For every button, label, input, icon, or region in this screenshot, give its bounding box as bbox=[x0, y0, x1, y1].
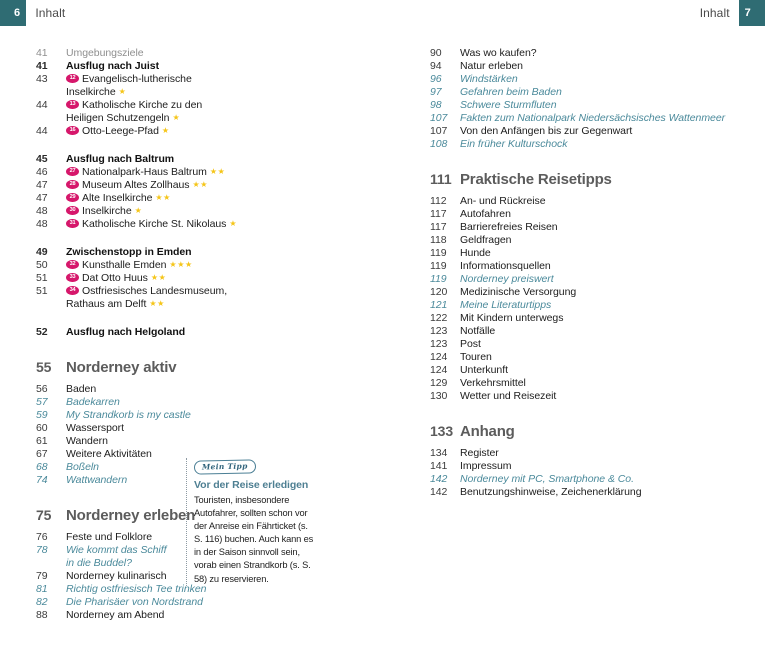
rating-stars: ★ bbox=[118, 86, 127, 96]
toc-entry-title: Norderney kulinarisch bbox=[66, 570, 167, 582]
toc-entry-title: Unterkunft bbox=[460, 364, 508, 376]
toc-spacer bbox=[36, 139, 336, 154]
toc-entry[interactable] bbox=[36, 180, 336, 191]
toc-entry-title: Norderney mit PC, Smartphone & Co. bbox=[460, 473, 634, 485]
toc-page-number: 119 bbox=[430, 247, 447, 259]
toc-page-number: 124 bbox=[430, 364, 448, 376]
poi-number-badge: 12 bbox=[66, 74, 79, 84]
toc-entry[interactable] bbox=[36, 610, 336, 621]
rating-stars: ★★ bbox=[155, 192, 171, 202]
toc-page-number: 49 bbox=[36, 246, 48, 258]
running-head-left bbox=[0, 0, 74, 26]
toc-entry[interactable] bbox=[36, 247, 336, 258]
toc-entry[interactable] bbox=[430, 287, 750, 298]
toc-page-number: 41 bbox=[36, 60, 48, 72]
toc-entry-title: Baden bbox=[66, 383, 97, 395]
rating-stars: ★ bbox=[134, 205, 143, 215]
toc-page-number: 68 bbox=[36, 461, 48, 473]
toc-entry-title: Heiligen Schutzengeln ★ bbox=[66, 112, 181, 124]
toc-page-number: 48 bbox=[36, 218, 48, 230]
toc-entry[interactable] bbox=[430, 139, 750, 150]
toc-entry-title: Hunde bbox=[460, 247, 491, 259]
toc-entry-title: Meine Literaturtipps bbox=[460, 299, 552, 311]
toc-entry-title: Norderney preiswert bbox=[460, 273, 554, 285]
toc-entry-title: Die Pharisäer von Nordstrand bbox=[66, 596, 203, 608]
toc-entry[interactable] bbox=[430, 48, 750, 59]
toc-entry[interactable] bbox=[36, 61, 336, 72]
toc-page-number: 88 bbox=[36, 609, 48, 621]
toc-entry-title: Anhang bbox=[460, 423, 515, 440]
toc-entry-title: Windstärken bbox=[460, 73, 518, 85]
toc-entry-title: Umgebungsziele bbox=[66, 47, 144, 59]
toc-entry-title: An- und Rückreise bbox=[460, 195, 546, 207]
toc-page-number: 142 bbox=[430, 473, 448, 485]
toc-entry-title: Wie kommt das Schiff bbox=[66, 544, 167, 556]
toc-entry[interactable] bbox=[36, 260, 336, 271]
toc-entry-title: Medizinische Versorgung bbox=[460, 286, 577, 298]
poi-number-badge: 32 bbox=[66, 260, 79, 270]
toc-page-number: 46 bbox=[36, 166, 48, 178]
toc-page-number: 119 bbox=[430, 273, 447, 285]
toc-page-number: 142 bbox=[430, 486, 448, 498]
toc-page-number: 123 bbox=[430, 325, 448, 337]
toc-entry[interactable] bbox=[430, 196, 750, 207]
toc-page-number: 41 bbox=[36, 47, 48, 59]
toc-entry[interactable] bbox=[430, 61, 750, 72]
toc-entry-title: Notfälle bbox=[460, 325, 496, 337]
toc-entry-title: 12 Evangelisch-lutherische bbox=[66, 74, 192, 85]
toc-entry[interactable] bbox=[430, 339, 750, 350]
toc-entry[interactable] bbox=[430, 391, 750, 402]
toc-column-right bbox=[430, 48, 750, 500]
toc-entry-title: Wattwandern bbox=[66, 474, 128, 486]
toc-entry[interactable] bbox=[430, 487, 750, 498]
toc-entry-title: Wassersport bbox=[66, 422, 124, 434]
toc-entry[interactable] bbox=[36, 219, 336, 230]
toc-entry-title: 27 Nationalpark-Haus Baltrum ★★ bbox=[66, 167, 225, 178]
poi-number-badge: 30 bbox=[66, 206, 79, 216]
toc-page-number: 130 bbox=[430, 390, 448, 402]
toc-entry[interactable] bbox=[36, 100, 336, 111]
toc-entry[interactable] bbox=[430, 113, 750, 124]
toc-entry[interactable] bbox=[430, 100, 750, 111]
toc-entry[interactable] bbox=[430, 274, 750, 285]
rating-stars: ★★ bbox=[209, 166, 226, 176]
toc-page-number: 51 bbox=[36, 272, 48, 284]
rating-stars: ★★ bbox=[150, 272, 167, 282]
toc-section-heading[interactable] bbox=[430, 172, 750, 187]
mein-tipp-box bbox=[194, 456, 316, 586]
toc-section-heading[interactable] bbox=[430, 424, 750, 439]
toc-entry[interactable] bbox=[36, 299, 336, 310]
toc-entry-title: Was wo kaufen? bbox=[460, 47, 537, 59]
toc-entry-title: Post bbox=[460, 338, 481, 350]
toc-page-number: 94 bbox=[430, 60, 442, 72]
toc-page-number: 120 bbox=[430, 286, 448, 298]
toc-entry[interactable] bbox=[430, 261, 750, 272]
toc-entry-title: 31 Katholische Kirche St. Nikolaus ★ bbox=[66, 219, 237, 230]
toc-entry-title: Informationsquellen bbox=[460, 260, 551, 272]
toc-entry-title: 34 Ostfriesisches Landesmuseum, bbox=[66, 286, 227, 297]
toc-entry-title: in die Buddel? bbox=[66, 557, 132, 569]
toc-spacer bbox=[36, 340, 336, 360]
toc-entry[interactable] bbox=[36, 273, 336, 284]
toc-page-number: 119 bbox=[430, 260, 447, 272]
running-head-right bbox=[691, 0, 765, 26]
toc-spacer bbox=[36, 312, 336, 327]
toc-entry[interactable] bbox=[36, 597, 336, 608]
toc-page-number: 79 bbox=[36, 570, 48, 582]
toc-entry-title: Gefahren beim Baden bbox=[460, 86, 562, 98]
toc-entry[interactable] bbox=[430, 248, 750, 259]
toc-page-number: 97 bbox=[430, 86, 442, 98]
toc-entry[interactable] bbox=[36, 384, 336, 395]
toc-entry-title: Norderney am Abend bbox=[66, 609, 165, 621]
toc-page-number: 129 bbox=[430, 377, 448, 389]
toc-entry[interactable] bbox=[430, 235, 750, 246]
toc-entry[interactable] bbox=[430, 378, 750, 389]
toc-entry-title: Geldfragen bbox=[460, 234, 512, 246]
toc-spacer bbox=[36, 232, 336, 247]
toc-page-number: 74 bbox=[36, 474, 48, 486]
toc-page-number: 60 bbox=[36, 422, 48, 434]
toc-spacer bbox=[430, 152, 750, 172]
toc-entry-title: Wandern bbox=[66, 435, 108, 447]
toc-page-number: 124 bbox=[430, 351, 448, 363]
toc-entry-title: Wetter und Reisezeit bbox=[460, 390, 557, 402]
toc-page-number: 44 bbox=[36, 99, 48, 111]
toc-page-number: 108 bbox=[430, 138, 448, 150]
toc-entry[interactable] bbox=[36, 410, 336, 421]
toc-page-number: 141 bbox=[430, 460, 448, 472]
toc-entry-title: Boßeln bbox=[66, 461, 99, 473]
toc-entry[interactable] bbox=[36, 397, 336, 408]
poi-number-badge: 33 bbox=[66, 273, 79, 283]
toc-entry[interactable] bbox=[36, 286, 336, 297]
toc-page-number: 117 bbox=[430, 221, 447, 233]
toc-page-number: 52 bbox=[36, 326, 48, 338]
toc-page-number: 98 bbox=[430, 99, 442, 111]
poi-number-badge: 13 bbox=[66, 100, 79, 110]
toc-entry[interactable] bbox=[430, 461, 750, 472]
toc-entry-title: Zwischenstopp in Emden bbox=[66, 246, 192, 258]
rating-stars: ★★★ bbox=[169, 259, 193, 269]
toc-entry-title: Autofahren bbox=[460, 208, 511, 220]
toc-page-number: 57 bbox=[36, 396, 48, 408]
toc-page-number: 51 bbox=[36, 285, 48, 297]
toc-page-number: 45 bbox=[36, 153, 48, 165]
toc-page-number: 55 bbox=[36, 359, 52, 375]
toc-entry[interactable] bbox=[430, 474, 750, 485]
toc-entry[interactable] bbox=[36, 87, 336, 98]
toc-entry-title: 16 Otto-Leege-Pfad ★ bbox=[66, 126, 170, 137]
poi-number-badge: 16 bbox=[66, 126, 79, 136]
toc-entry-title: My Strandkorb is my castle bbox=[66, 409, 191, 421]
rating-stars: ★ bbox=[172, 112, 181, 122]
toc-page-number: 134 bbox=[430, 447, 448, 459]
toc-entry[interactable] bbox=[36, 74, 336, 85]
toc-entry[interactable] bbox=[36, 167, 336, 178]
folio-left: 6 bbox=[0, 0, 26, 26]
toc-entry-title: Touren bbox=[460, 351, 492, 363]
toc-page-number: 122 bbox=[430, 312, 448, 324]
toc-page-number: 50 bbox=[36, 259, 48, 271]
toc-page-number: 56 bbox=[36, 383, 48, 395]
toc-entry-title: Ein früher Kulturschock bbox=[460, 138, 568, 150]
toc-page-number: 123 bbox=[430, 338, 448, 350]
toc-spacer bbox=[430, 404, 750, 424]
toc-page-number: 118 bbox=[430, 234, 447, 246]
toc-entry[interactable] bbox=[36, 113, 336, 124]
toc-entry-title: 28 Museum Altes Zollhaus ★★ bbox=[66, 180, 208, 191]
toc-entry-title: Mit Kindern unterwegs bbox=[460, 312, 564, 324]
poi-number-badge: 29 bbox=[66, 193, 79, 203]
toc-page-number: 121 bbox=[430, 299, 448, 311]
toc-page-number: 59 bbox=[36, 409, 48, 421]
toc-entry-title: Verkehrsmittel bbox=[460, 377, 526, 389]
toc-entry[interactable] bbox=[36, 423, 336, 434]
toc-entry-title: Praktische Reisetipps bbox=[460, 171, 612, 188]
toc-entry[interactable] bbox=[36, 327, 336, 338]
rating-stars: ★★ bbox=[192, 179, 209, 189]
toc-entry[interactable] bbox=[430, 448, 750, 459]
toc-entry[interactable] bbox=[36, 48, 336, 59]
toc-page-number: 47 bbox=[36, 192, 48, 204]
toc-page-number: 43 bbox=[36, 73, 48, 85]
toc-entry-title: Natur erleben bbox=[460, 60, 523, 72]
toc-entry[interactable] bbox=[430, 126, 750, 137]
toc-entry-title: Ausflug nach Juist bbox=[66, 60, 160, 72]
toc-page-number: 107 bbox=[430, 112, 448, 124]
toc-entry-title: Barrierefreies Reisen bbox=[460, 221, 558, 233]
toc-page-number: 81 bbox=[36, 583, 48, 595]
toc-entry[interactable] bbox=[36, 206, 336, 217]
toc-page-number: 67 bbox=[36, 448, 48, 460]
toc-entry[interactable] bbox=[430, 313, 750, 324]
toc-entry[interactable] bbox=[430, 326, 750, 337]
toc-entry-title: Rathaus am Delft ★★ bbox=[66, 298, 165, 310]
toc-page-number: 96 bbox=[430, 73, 442, 85]
toc-entry-title: Schwere Sturmfluten bbox=[460, 99, 557, 111]
toc-entry-title: Richtig ostfriesisch Tee trinken bbox=[66, 583, 207, 595]
toc-page-number: 82 bbox=[36, 596, 48, 608]
toc-entry-title: Ausflug nach Baltrum bbox=[66, 153, 175, 165]
mein-tipp-body: Touristen, insbesondere Autofahrer, sollten schon vor der Anreise ein Fährticket (s. S. 116) buchen. Auch kann es in der Saison sinnvoll sein, vorab einen Strandkorb (s. S. 58) zu reservieren. bbox=[194, 494, 314, 584]
toc-page-number: 48 bbox=[36, 205, 48, 217]
toc-page-number: 78 bbox=[36, 544, 48, 556]
toc-entry[interactable] bbox=[36, 126, 336, 137]
toc-page-number: 133 bbox=[430, 423, 454, 439]
poi-number-badge: 34 bbox=[66, 286, 79, 296]
rating-stars: ★ bbox=[229, 218, 238, 228]
toc-entry-title: 30 Inselkirche ★ bbox=[66, 206, 142, 217]
toc-page-number: 117 bbox=[430, 208, 447, 220]
toc-page-number: 111 bbox=[430, 171, 452, 187]
toc-page-number: 90 bbox=[430, 47, 442, 59]
toc-entry[interactable] bbox=[430, 352, 750, 363]
toc-entry[interactable] bbox=[430, 87, 750, 98]
toc-entry-title: 33 Dat Otto Huus ★★ bbox=[66, 273, 166, 284]
toc-entry-title: Register bbox=[460, 447, 499, 459]
toc-entry[interactable] bbox=[430, 222, 750, 233]
toc-entry-title: Norderney aktiv bbox=[66, 359, 177, 376]
toc-entry-title: Inselkirche ★ bbox=[66, 86, 127, 98]
toc-entry-title: Benutzungshinweise, Zeichenerklärung bbox=[460, 486, 642, 498]
mein-tipp-stamp: Mein Tipp bbox=[194, 459, 256, 474]
poi-number-badge: 31 bbox=[66, 219, 79, 229]
toc-entry-title: Fakten zum Nationalpark Niedersächsisches Wattenmeer bbox=[460, 112, 726, 124]
toc-entry[interactable] bbox=[36, 193, 336, 204]
toc-section-heading[interactable] bbox=[36, 360, 336, 375]
folio-right: 7 bbox=[739, 0, 765, 26]
toc-page-number: 107 bbox=[430, 125, 448, 137]
toc-entry-title: Badekarren bbox=[66, 396, 120, 408]
toc-entry-title: Norderney erleben bbox=[66, 507, 196, 524]
toc-entry-title: Feste und Folklore bbox=[66, 531, 153, 543]
toc-page-number: 112 bbox=[430, 195, 447, 207]
toc-entry[interactable] bbox=[430, 74, 750, 85]
toc-entry[interactable] bbox=[430, 300, 750, 311]
toc-page-number: 76 bbox=[36, 531, 48, 543]
rating-stars: ★★ bbox=[149, 298, 165, 308]
mein-tipp-title: Vor der Reise erledigen bbox=[194, 478, 309, 491]
poi-number-badge: 28 bbox=[66, 180, 79, 190]
running-head-left-label: Inhalt bbox=[35, 6, 66, 20]
running-head-right-label: Inhalt bbox=[699, 6, 730, 20]
toc-page-number: 47 bbox=[36, 179, 48, 191]
toc-entry[interactable] bbox=[36, 436, 336, 447]
toc-entry-title: 29 Alte Inselkirche ★★ bbox=[66, 193, 171, 204]
toc-entry-title: Ausflug nach Helgoland bbox=[66, 326, 186, 338]
toc-entry-title: 13 Katholische Kirche zu den bbox=[66, 100, 202, 111]
toc-page-number: 44 bbox=[36, 125, 48, 137]
poi-number-badge: 27 bbox=[66, 167, 79, 177]
toc-entry[interactable] bbox=[36, 154, 336, 165]
toc-page-number: 75 bbox=[36, 507, 52, 523]
toc-entry-title: Von den Anfängen bis zur Gegenwart bbox=[460, 125, 633, 137]
toc-entry-title: Weitere Aktivitäten bbox=[66, 448, 152, 460]
rating-stars: ★ bbox=[161, 125, 170, 135]
toc-entry-title: Impressum bbox=[460, 460, 512, 472]
toc-entry-title: 32 Kunsthalle Emden ★★★ bbox=[66, 260, 193, 271]
toc-entry[interactable] bbox=[430, 209, 750, 220]
toc-page-number: 61 bbox=[36, 435, 48, 447]
toc-entry[interactable] bbox=[430, 365, 750, 376]
